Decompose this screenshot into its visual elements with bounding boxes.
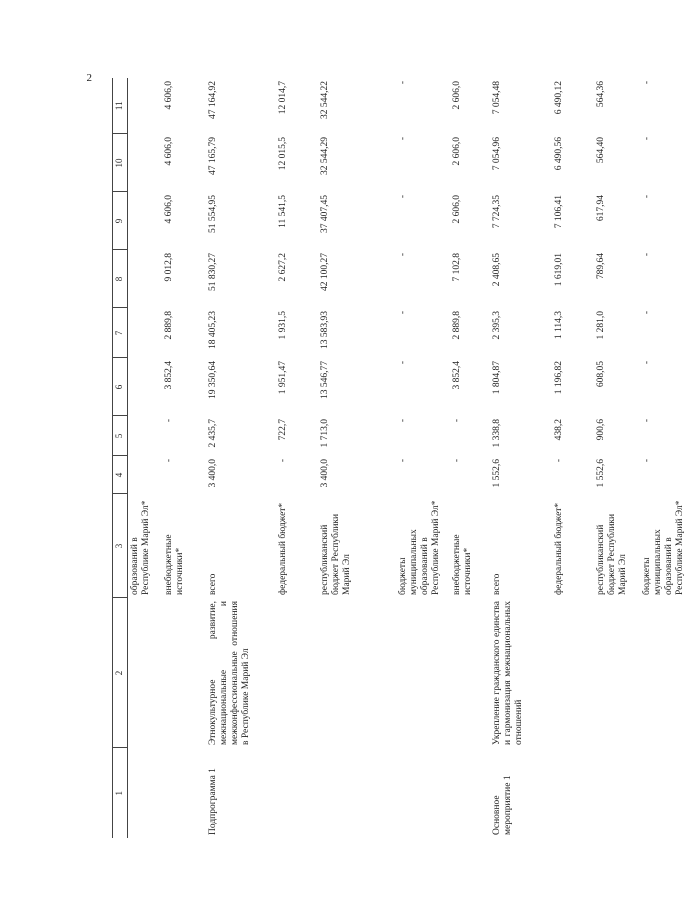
amount-cell: 2 435,7 xyxy=(207,419,218,448)
funding-source-cell: бюджеты муниципальных образований в Республике Марий Эл* xyxy=(397,500,442,595)
amount-cell: 438,2 xyxy=(553,419,564,441)
amount-cell: 1 196,82 xyxy=(553,361,564,395)
amount-cell: - xyxy=(641,81,652,85)
amount-cell xyxy=(128,416,162,456)
amount-cell: 722,7 xyxy=(277,419,288,441)
amount-cell: 12 015,5 xyxy=(277,137,288,171)
amount-cell: 3 852,4 xyxy=(163,361,174,390)
row-label-cell xyxy=(594,748,640,838)
amount-cell: 42 100,27 xyxy=(319,253,330,291)
amount-cell: 2 606,0 xyxy=(451,195,462,224)
amount-cell: - xyxy=(451,419,462,423)
table-row xyxy=(490,78,552,838)
amount-cell: - xyxy=(641,311,652,315)
row-description-cell xyxy=(594,598,640,748)
table-row xyxy=(318,78,396,838)
amount-cell: - xyxy=(397,361,408,365)
amount-cell: - xyxy=(641,137,652,141)
row-description-cell xyxy=(640,598,700,748)
amount-cell: 4 606,0 xyxy=(163,195,174,224)
table-row xyxy=(276,78,318,838)
amount-cell: 1 619,01 xyxy=(553,253,564,287)
amount-cell: 3 400,0 xyxy=(319,459,330,488)
header-cell: 8 xyxy=(113,250,128,308)
amount-cell: 564,36 xyxy=(595,81,606,108)
row-label-cell xyxy=(128,748,162,838)
amount-cell xyxy=(128,192,162,250)
funding-source-cell: всего xyxy=(207,573,218,595)
row-description-cell xyxy=(128,598,162,748)
amount-cell: - xyxy=(397,419,408,423)
amount-cell: - xyxy=(397,137,408,141)
row-description-cell xyxy=(552,598,594,748)
amount-cell: 13 583,93 xyxy=(319,311,330,349)
amount-cell: 2 889,8 xyxy=(163,311,174,340)
table-row xyxy=(450,78,490,838)
amount-cell: 2 408,65 xyxy=(491,253,502,287)
amount-cell: 564,40 xyxy=(595,137,606,164)
amount-cell: 13 546,77 xyxy=(319,361,330,399)
amount-cell: 1 552,6 xyxy=(595,459,606,488)
amount-cell: 617,94 xyxy=(595,195,606,222)
amount-cell: - xyxy=(641,361,652,365)
row-label-cell: Подпрограмма 1 xyxy=(207,768,218,835)
row-description-cell: Укрепление гражданского единства и гармонизация межнациональных отношений xyxy=(491,601,524,745)
funding-source-cell: внебюджетные источники* xyxy=(163,534,185,595)
header-cell: 4 xyxy=(113,456,128,494)
amount-cell: 7 054,48 xyxy=(491,81,502,115)
header-cell: 10 xyxy=(113,134,128,192)
amount-cell: 1 804,87 xyxy=(491,361,502,395)
amount-cell: 9 012,8 xyxy=(163,253,174,282)
amount-cell: 4 606,0 xyxy=(163,137,174,166)
row-label-cell xyxy=(450,748,490,838)
row-description-cell xyxy=(276,598,318,748)
amount-cell: 7 106,41 xyxy=(553,195,564,229)
row-label-cell xyxy=(318,748,396,838)
funding-source-cell: федеральный бюджет* xyxy=(553,502,564,595)
amount-cell: - xyxy=(397,253,408,257)
header-cell: 11 xyxy=(113,78,128,134)
amount-cell: 51 554,95 xyxy=(207,195,218,233)
amount-cell xyxy=(128,250,162,308)
amount-cell: 4 606,0 xyxy=(163,81,174,110)
amount-cell: 608,05 xyxy=(595,361,606,388)
amount-cell xyxy=(128,456,162,494)
amount-cell: 7 054,96 xyxy=(491,137,502,171)
amount-cell: 47 164,92 xyxy=(207,81,218,119)
row-description-cell xyxy=(162,598,206,748)
amount-cell: - xyxy=(397,81,408,85)
amount-cell xyxy=(128,358,162,416)
amount-cell: 1 338,8 xyxy=(491,419,502,448)
amount-cell: 1 931,5 xyxy=(277,311,288,340)
header-cell: 1 xyxy=(113,748,128,838)
header-cell: 5 xyxy=(113,416,128,456)
budget-table xyxy=(112,78,700,838)
amount-cell: 2 606,0 xyxy=(451,81,462,110)
amount-cell: - xyxy=(641,459,652,463)
row-description-cell: Этнокультурное развитие, межнациональные и межконфессиональные отношения в Республике Марий Эл xyxy=(207,601,252,745)
row-description-cell xyxy=(396,598,450,748)
table-row xyxy=(396,78,450,838)
amount-cell: 6 490,12 xyxy=(553,81,564,115)
amount-cell: 11 541,5 xyxy=(277,195,288,228)
table-row xyxy=(206,78,276,838)
row-label-cell xyxy=(162,748,206,838)
amount-cell: 12 014,7 xyxy=(277,81,288,115)
amount-cell: 51 830,27 xyxy=(207,253,218,291)
row-description-cell xyxy=(450,598,490,748)
row-label-cell xyxy=(396,748,450,838)
amount-cell xyxy=(128,78,162,134)
table-row xyxy=(128,78,162,838)
amount-cell xyxy=(128,308,162,358)
amount-cell: - xyxy=(163,419,174,423)
funding-source-cell: всего xyxy=(491,573,502,595)
row-description-cell xyxy=(318,598,396,748)
amount-cell: 18 405,23 xyxy=(207,311,218,349)
table-row xyxy=(162,78,206,838)
amount-cell: - xyxy=(553,459,564,463)
rotated-table-wrapper xyxy=(112,78,686,838)
amount-cell: 3 852,4 xyxy=(451,361,462,390)
amount-cell: 37 407,45 xyxy=(319,195,330,233)
amount-cell: 32 544,29 xyxy=(319,137,330,175)
amount-cell: 1 713,0 xyxy=(319,419,330,448)
amount-cell: 789,64 xyxy=(595,253,606,280)
amount-cell: - xyxy=(451,459,462,463)
amount-cell: 2 889,8 xyxy=(451,311,462,340)
table-row xyxy=(640,78,700,838)
amount-cell: 1 114,3 xyxy=(553,311,564,340)
amount-cell: - xyxy=(163,459,174,463)
amount-cell: 1 951,47 xyxy=(277,361,288,395)
funding-source-cell: бюджеты муниципальных образований в Республике Марий Эл* xyxy=(641,500,686,595)
amount-cell: 47 165,79 xyxy=(207,137,218,175)
amount-cell: 19 350,64 xyxy=(207,361,218,399)
row-label-cell: Основное мероприятие 1 xyxy=(491,775,513,835)
amount-cell: 900,6 xyxy=(595,419,606,441)
amount-cell: 3 400,0 xyxy=(207,459,218,488)
amount-cell: 6 490,56 xyxy=(553,137,564,171)
amount-cell: 1 552,6 xyxy=(491,459,502,488)
page-number: 2 xyxy=(86,72,92,84)
funding-source-cell: образований в Республике Марий Эл* xyxy=(130,500,152,595)
row-label-cell xyxy=(552,748,594,838)
amount-cell: - xyxy=(277,459,288,463)
funding-source-cell: республиканский бюджет Республики Марий Эл xyxy=(319,513,352,595)
funding-source-cell: республиканский бюджет Республики Марий Эл xyxy=(595,513,628,595)
row-label-cell xyxy=(640,748,700,838)
header-cell: 6 xyxy=(113,358,128,416)
amount-cell xyxy=(128,134,162,192)
row-label-cell xyxy=(276,748,318,838)
amount-cell: 1 281,0 xyxy=(595,311,606,340)
amount-cell: - xyxy=(641,419,652,423)
amount-cell: 2 627,2 xyxy=(277,253,288,282)
amount-cell: - xyxy=(397,311,408,315)
funding-source-cell: внебюджетные источники* xyxy=(451,534,473,595)
header-row xyxy=(113,78,128,838)
amount-cell: 2 606,0 xyxy=(451,137,462,166)
amount-cell: 7 102,8 xyxy=(451,253,462,282)
amount-cell: 7 724,35 xyxy=(491,195,502,229)
amount-cell: 32 544,22 xyxy=(319,81,330,119)
amount-cell: - xyxy=(641,253,652,257)
amount-cell: 2 395,3 xyxy=(491,311,502,340)
funding-source-cell: федеральный бюджет* xyxy=(277,502,288,595)
table-row xyxy=(594,78,640,838)
table-row xyxy=(552,78,594,838)
header-cell: 9 xyxy=(113,192,128,250)
header-cell: 2 xyxy=(113,598,128,748)
amount-cell: - xyxy=(397,195,408,199)
amount-cell: - xyxy=(641,195,652,199)
amount-cell: - xyxy=(397,459,408,463)
header-cell: 7 xyxy=(113,308,128,358)
header-cell: 3 xyxy=(113,494,128,598)
